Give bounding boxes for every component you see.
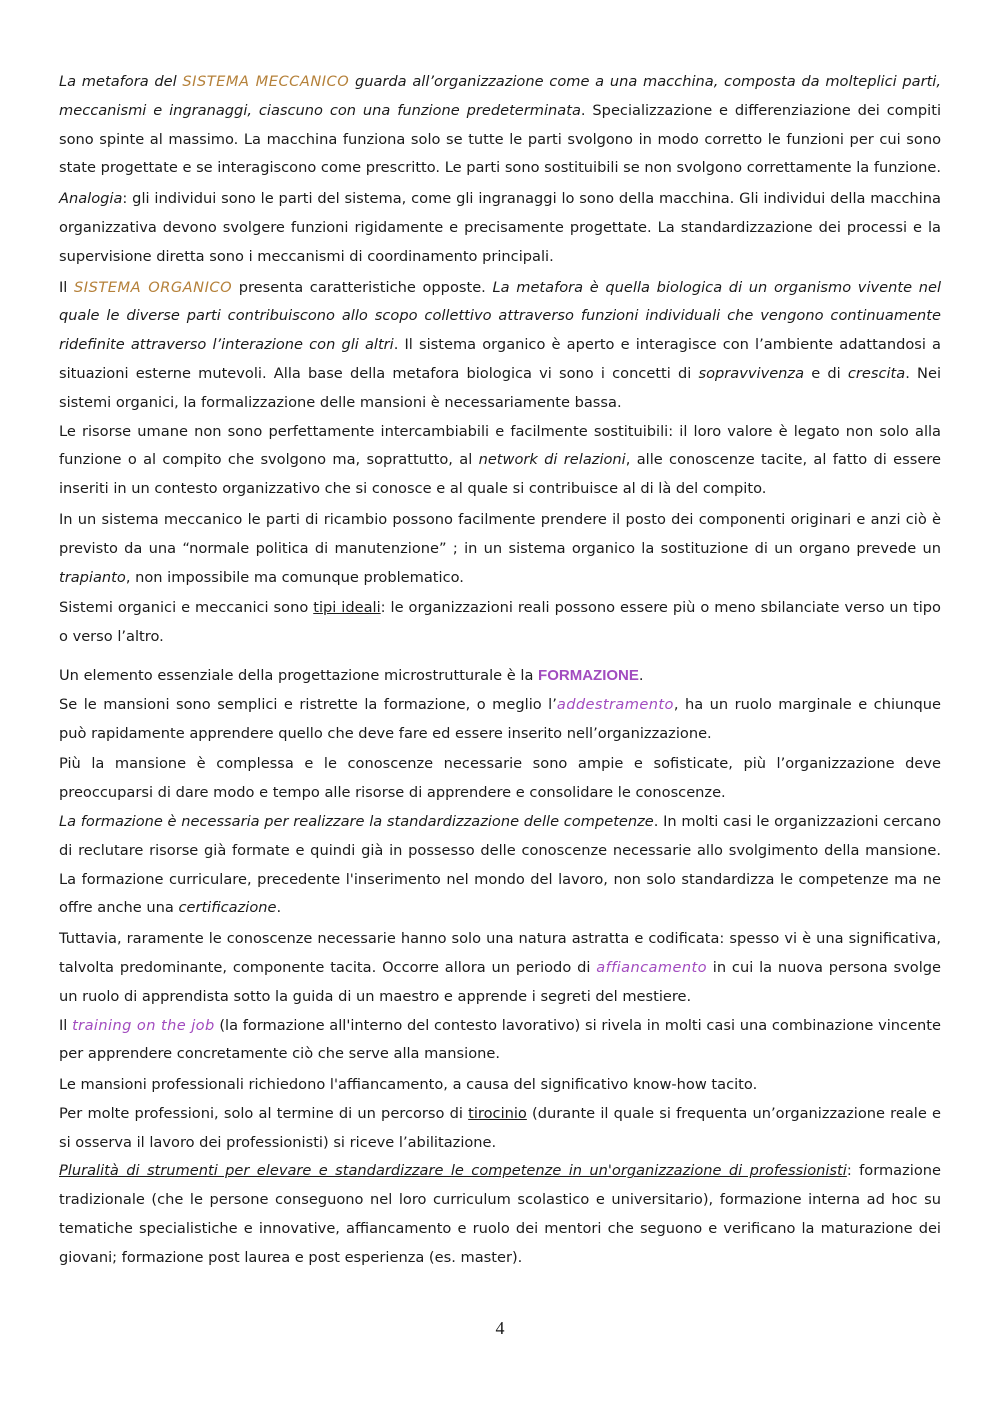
term-tirocinio: tirocinio bbox=[468, 1104, 527, 1122]
text-run: Un elemento essenziale della progettazione microstrutturale è la bbox=[59, 666, 539, 684]
text-run: Le risorse umane non sono perfettamente intercambiabili e facilmente sostituibili: il loro valore è legato non solo alla funzione o al compito che svolgono ma, soprattutto, al bbox=[59, 422, 941, 469]
paragraph-pluralita-strumenti bbox=[59, 1157, 941, 1272]
paragraph-mansioni-professionali bbox=[59, 1071, 941, 1100]
term-formazione: FORMAZIONE bbox=[538, 666, 639, 684]
text-run: La metafora è quella biologica di un organismo vivente nel quale le diverse parti contribuiscono allo scopo collettivo attraverso funzioni individuali che vengono continuamente ridefinite attraverso l’interazione con gli altri bbox=[59, 278, 942, 354]
term-analogia: Analogia bbox=[59, 190, 123, 208]
text-run: La formazione è necessaria per realizzare la standardizzazione delle competenze bbox=[59, 812, 654, 830]
term-trapianto: trapianto bbox=[59, 568, 126, 586]
text-run: (durante il quale si frequenta un’organizzazione reale e si osserva il lavoro dei professionisti) si riceve l’abilitazione. bbox=[59, 1104, 941, 1151]
text-run: . bbox=[276, 899, 282, 917]
term-sopravvivenza: sopravvivenza bbox=[698, 364, 805, 382]
text-run: : le organizzazioni reali possono essere più o meno sbilanciate verso un tipo o verso l’altro. bbox=[59, 599, 941, 646]
text-run: , non impossibile ma comunque problematico. bbox=[125, 568, 464, 586]
text-run: Il bbox=[59, 278, 75, 296]
text-run: , ha un ruolo marginale e chiunque può rapidamente apprendere quello che deve fare ed essere inserito nell’organizzazione. bbox=[59, 695, 941, 742]
text-run: Tuttavia, raramente le conoscenze necessarie hanno solo una natura astratta e codificata: spesso vi è una significativa, talvolta predominante, componente tacita. Occorre allora un periodo di bbox=[59, 930, 941, 976]
text-run: In un sistema meccanico le parti di ricambio possono facilmente prendere il posto dei componenti originari e anzi ciò è previsto da una “normale politica di manutenzione” ; in un sistema organico la sostituzione di un organo prevede un bbox=[59, 510, 941, 557]
text-run: Se le mansioni sono semplici e ristrette la formazione, o meglio l’ bbox=[59, 695, 557, 713]
text-run: Le mansioni professionali richiedono l'affiancamento, a causa del significativo know-how tacito. bbox=[59, 1076, 758, 1094]
text-run: in cui la nuova persona svolge un ruolo di apprendista sotto la guida di un maestro e apprende i segreti del mestiere. bbox=[59, 958, 942, 1005]
term-certificazione: certificazione bbox=[178, 899, 277, 917]
paragraph-tipi-ideali bbox=[59, 594, 941, 652]
paragraph-tirocinio bbox=[59, 1100, 941, 1158]
term-network-di-relazioni: network di relazioni bbox=[478, 451, 626, 469]
text-run: Più la mansione è complessa e le conoscenze necessarie sono ampie e sofisticate, più l’organizzazione deve preoccuparsi di dare modo e tempo alle risorse di apprendere e consolidare le conoscenze. bbox=[59, 755, 941, 802]
paragraph-sistema-organico bbox=[59, 274, 941, 418]
paragraph-risorse-umane bbox=[59, 418, 941, 504]
text-run: . bbox=[638, 666, 644, 684]
text-run: Per molte professioni, solo al termine di un percorso di bbox=[59, 1104, 469, 1122]
text-run: Sistemi organici e meccanici sono bbox=[59, 599, 314, 617]
text-run: : gli individui sono le parti del sistema, come gli ingranaggi lo sono della macchina. Gli individui della macchina organizzativa devono svolgere funzioni rigidamente e precisamente progettate. La standardizzazione dei processi e la supervisione diretta sono i meccanismi di coordinamento principali. bbox=[59, 190, 941, 265]
paragraph-affiancamento bbox=[59, 925, 941, 1011]
text-run: . In molti casi le organizzazioni cercano di reclutare risorse già formate e quindi già in possesso delle conoscenze necessarie allo svolgimento della mansione. La formazione curriculare, precedente l'inserimento nel mondo del lavoro, non solo standardizza le competenze ma ne offre anche una bbox=[59, 812, 942, 917]
text-run: , alle conoscenze tacite, al fatto di essere inseriti in un contesto organizzativo che si conosce e al quale si contribuisce al di là del compito. bbox=[59, 451, 941, 498]
paragraph-training-on-the-job bbox=[59, 1012, 941, 1070]
text-run: La metafora del bbox=[59, 73, 183, 90]
page-number: 4 bbox=[495, 1318, 505, 1338]
page-body bbox=[59, 68, 941, 1273]
term-crescita: crescita bbox=[847, 364, 906, 382]
text-run: e di bbox=[804, 364, 848, 382]
paragraph-ricambio bbox=[59, 506, 941, 592]
text-run: guarda all’organizzazione come a una macchina, composta da molteplici parti, meccanismi e ingranaggi, ciascuno con una funzione predeterminata bbox=[59, 73, 942, 119]
paragraph-analogia bbox=[59, 185, 941, 271]
paragraph-sistema-meccanico bbox=[59, 68, 941, 183]
text-run: . Nei sistemi organici, la formalizzazione delle mansioni è necessariamente bassa. bbox=[59, 364, 941, 411]
text-run: Il bbox=[59, 1016, 73, 1034]
paragraph-standardizzazione bbox=[59, 808, 941, 923]
paragraph-addestramento bbox=[59, 691, 941, 749]
text-run: . Specializzazione e differenziazione dei compiti sono spinte al massimo. La macchina funziona solo se tutte le parti svolgono in modo corretto le funzioni per cui sono state progettate e se interagiscono come prescritto. Le parti sono sostituibili se non svolgono correttamente la funzione. bbox=[59, 101, 942, 177]
term-sistema-meccanico: SISTEMA MECCANICO bbox=[182, 73, 350, 90]
term-tipi-ideali: tipi ideali bbox=[313, 599, 381, 617]
term-sistema-organico: SISTEMA ORGANICO bbox=[74, 278, 233, 296]
text-run: (la formazione all'interno del contesto lavorativo) si rivela in molti casi una combinazione vincente per apprendere concretamente ciò che serve alla mansione. bbox=[59, 1016, 941, 1063]
term-training-on-the-job: training on the job bbox=[72, 1016, 215, 1034]
paragraph-formazione-intro bbox=[59, 662, 941, 691]
text-run: . Il sistema organico è aperto e interagisce con l’ambiente adattandosi a situazioni esterne mutevoli. Alla base della metafora biologica vi sono i concetti di bbox=[59, 336, 941, 382]
text-run: presenta caratteristiche opposte. bbox=[232, 278, 493, 296]
text-run: : formazione tradizionale (che le persone conseguono nel loro curriculum scolastico e universitario), formazione interna ad hoc su tematiche specialistiche e innovative, affiancamento e ruolo dei mentori che seguono e verificano la maturazione dei giovani; formazione post laurea e post esperienza (es. master). bbox=[59, 1162, 941, 1266]
term-affiancamento: affiancamento bbox=[596, 958, 707, 976]
term-addestramento: addestramento bbox=[556, 695, 674, 713]
paragraph-mansione-complessa bbox=[59, 750, 941, 808]
term-pluralita-strumenti: Pluralità di strumenti per elevare e standardizzare le competenze in un'organizzazione di professionisti bbox=[59, 1162, 847, 1180]
